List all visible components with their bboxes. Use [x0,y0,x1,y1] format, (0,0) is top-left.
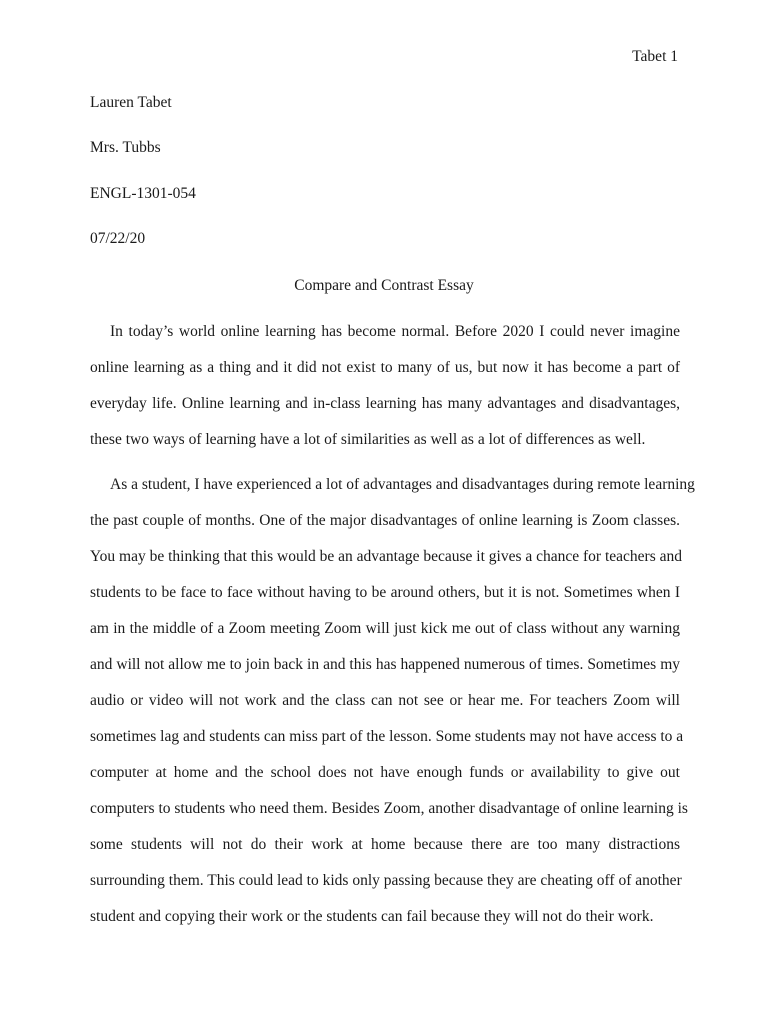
paragraph-line: computers to students who need them. Besides Zoom, another disadvantage of online learning is [90,800,688,817]
paragraph-line: these two ways of learning have a lot of similarities as well as a lot of differences as well. [90,431,646,448]
student-name: Lauren Tabet [90,94,172,111]
paragraph-line: audio or video will not work and the class can not see or hear me. For teachers Zoom will [90,692,680,709]
paragraph-line: and will not allow me to join back in and this has happened numerous of times. Sometimes my [90,656,680,673]
essay-date: 07/22/20 [90,230,146,247]
paragraph-line: the past couple of months. One of the major disadvantages of online learning is Zoom classes. [90,512,680,529]
paragraph-line: student and copying their work or the students can fail because they will not do their work. [90,908,654,925]
paragraph-line: online learning as a thing and it did not exist to many of us, but now it has become a part of [90,359,680,376]
paragraph-line: am in the middle of a Zoom meeting Zoom will just kick me out of class without any warning [90,620,680,637]
paragraph-line: some students will not do their work at home because there are too many distractions [90,836,680,853]
paragraph-line: everyday life. Online learning and in-class learning has many advantages and disadvantages, [90,395,680,412]
paragraph-line: As a student, I have experienced a lot of advantages and disadvantages during remote learning [110,476,695,493]
instructor-name: Mrs. Tubbs [90,139,161,156]
paragraph-line: students to be face to face without having to be around others, but it is not. Sometimes when I [90,584,680,601]
paragraph-2 [90,467,695,935]
paragraph-line: In today’s world online learning has become normal. Before 2020 I could never imagine [110,323,680,340]
essay-title: Compare and Contrast Essay [294,277,474,294]
paragraph-line: surrounding them. This could lead to kids only passing because they are cheating off of another [90,872,682,889]
paragraph-line: You may be thinking that this would be an advantage because it gives a chance for teachers and [90,548,682,565]
paragraph-line: computer at home and the school does not have enough funds or availability to give out [90,764,680,781]
page-header-label: Tabet 1 [632,48,678,65]
course-code: ENGL-1301-054 [90,185,196,202]
paragraph-line: sometimes lag and students can miss part of the lesson. Some students may not have access to a [90,728,684,745]
paragraph-1 [90,314,680,458]
